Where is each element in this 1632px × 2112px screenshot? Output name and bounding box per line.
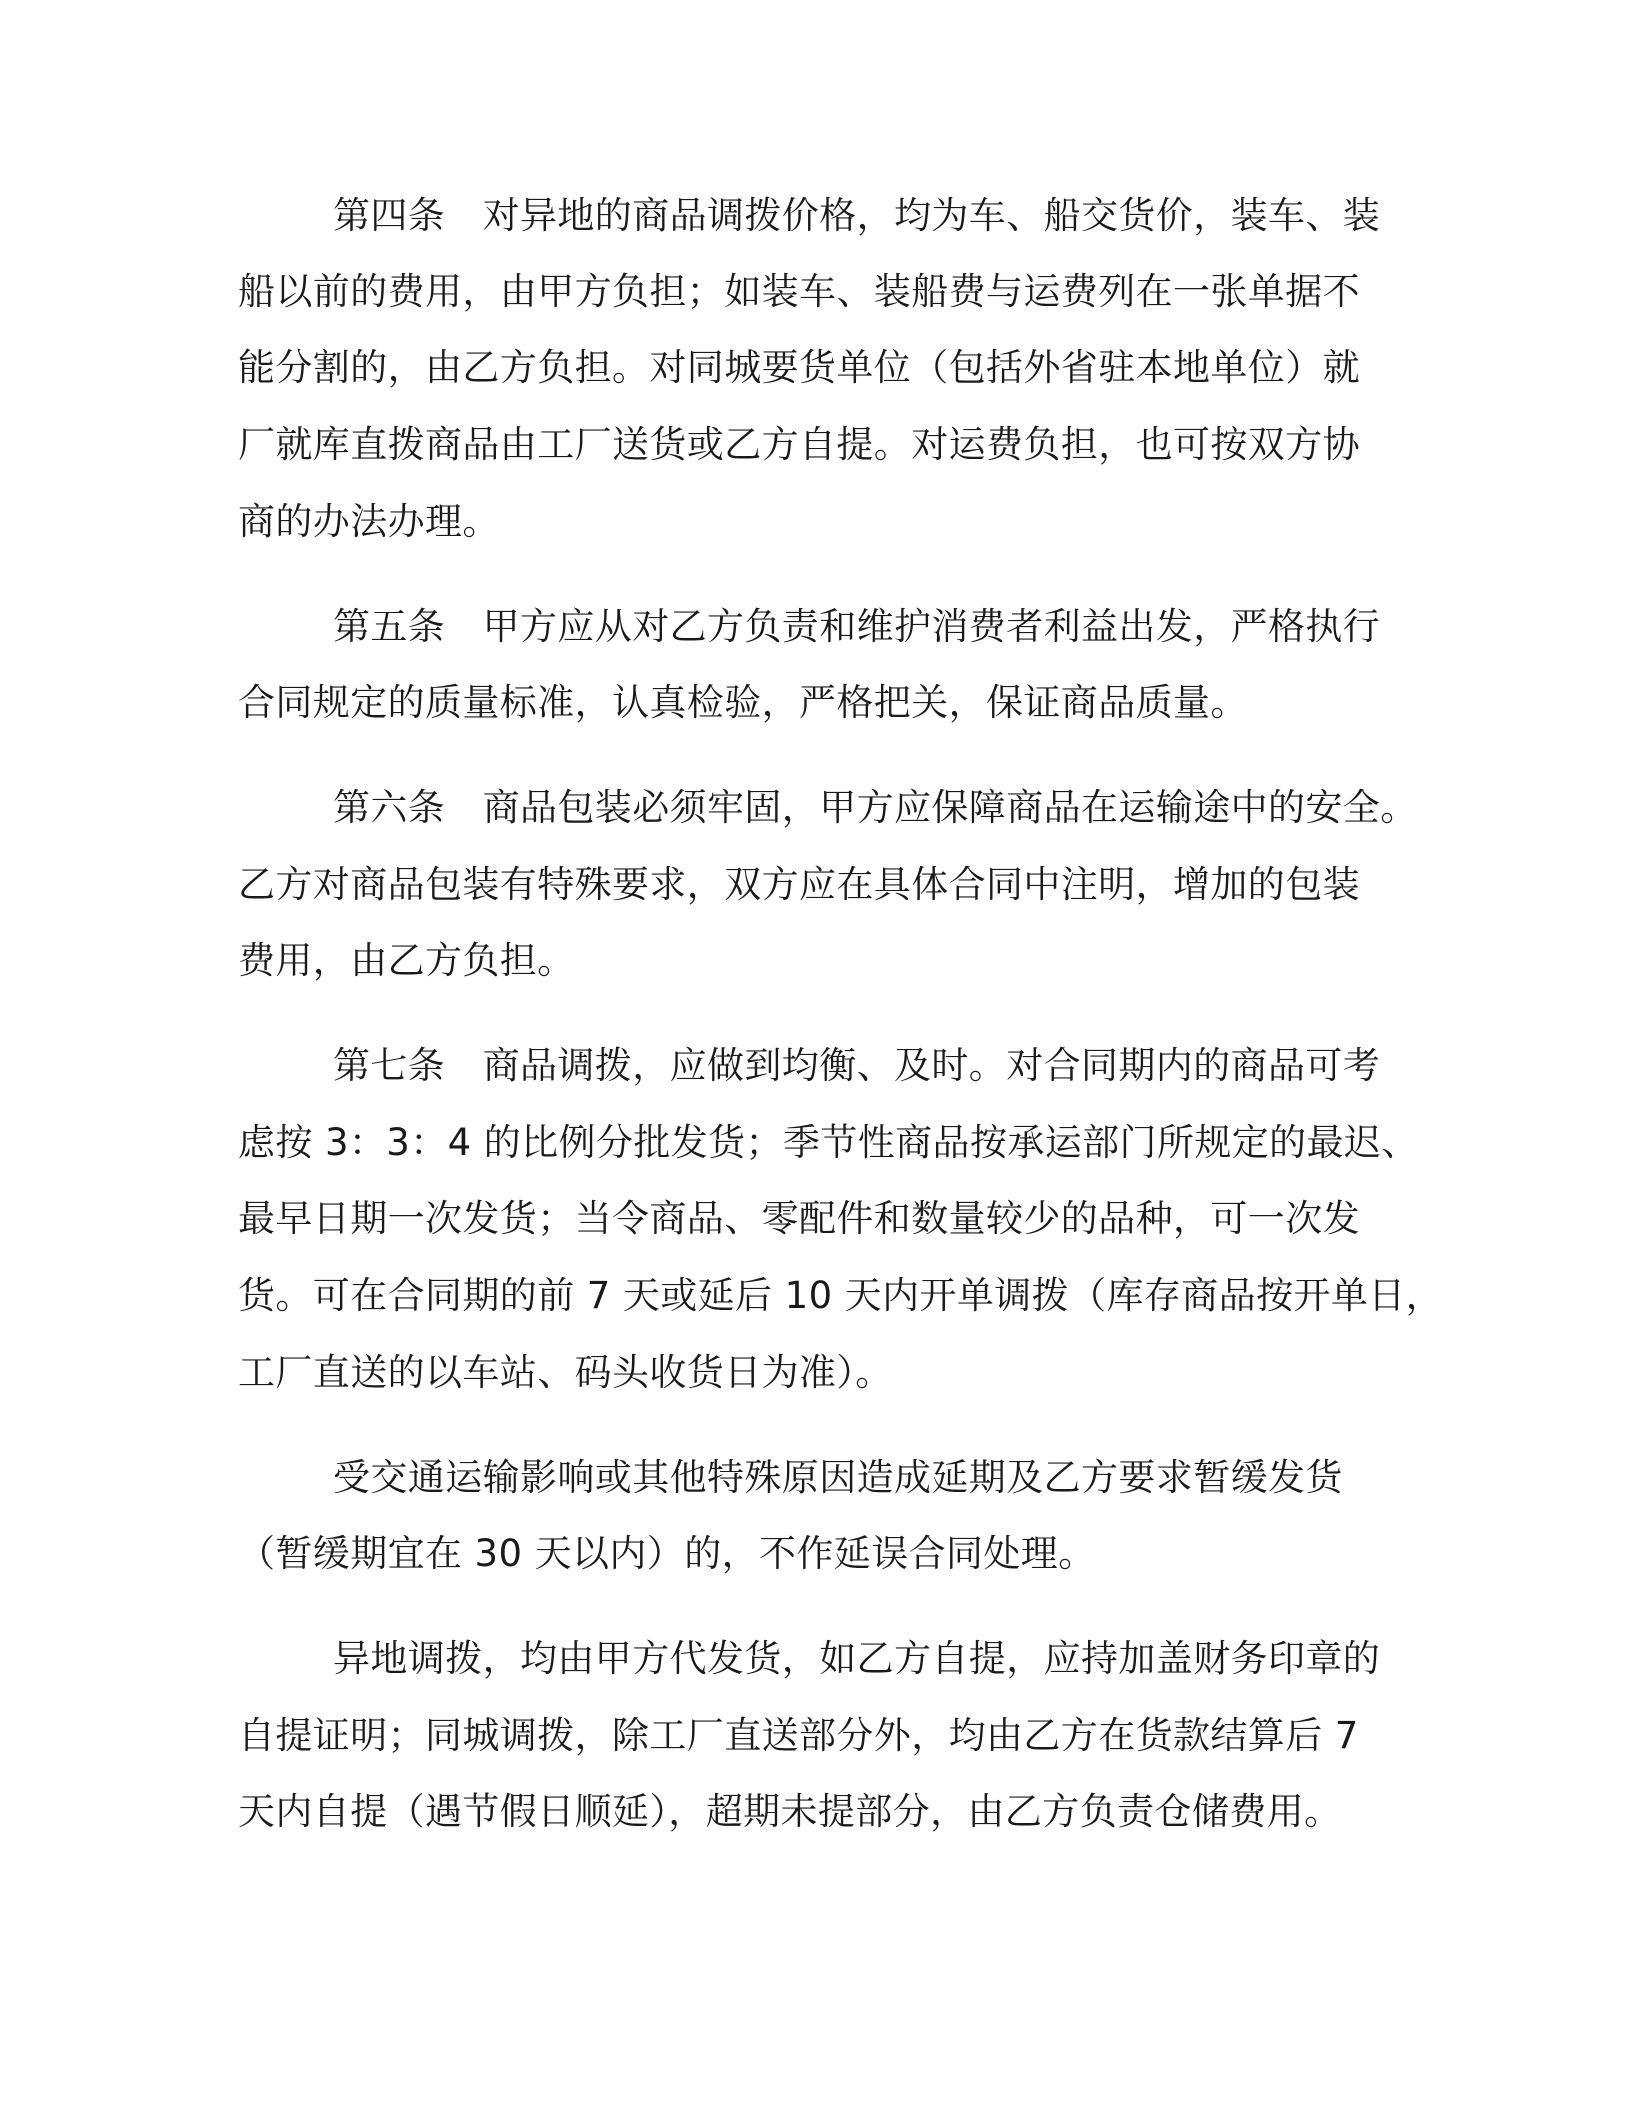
- text-line: 厂就库直拨商品由工厂送货或乙方自提。对运费负担，也可按双方协: [238, 423, 1360, 466]
- text-line: 商的办法办理。: [238, 500, 500, 543]
- text-line: 乙方对商品包装有特殊要求，双方应在具体合同中注明，增加的包装: [238, 863, 1360, 906]
- text-line: 第五条 甲方应从对乙方负责和维护消费者利益出发，严格执行: [333, 605, 1381, 648]
- text-line: 天内自提（遇节假日顺延），超期未提部分，由乙方负责仓储费用。: [238, 1790, 1342, 1833]
- text-line: 工厂直送的以车站、码头收货日为准）。: [238, 1351, 893, 1394]
- text-line: 第六条 商品包装必须牢固，甲方应保障商品在运输途中的安全。: [333, 786, 1418, 829]
- text-line: 虑按 3：3：4 的比例分批发货；季节性商品按承运部门所规定的最迟、: [238, 1121, 1419, 1164]
- text-line: 船以前的费用，由甲方负担；如装车、装船费与运费列在一张单据不: [238, 270, 1360, 313]
- text-line: （暂缓期宜在 30 天以内）的，不作延误合同处理。: [238, 1532, 1096, 1575]
- text-line: 费用，由乙方负担。: [238, 939, 575, 982]
- text-line: 最早日期一次发货；当令商品、零配件和数量较少的品种，可一次发: [238, 1197, 1360, 1240]
- text-line: 第四条 对异地的商品调拨价格，均为车、船交货价，装车、装: [333, 194, 1381, 237]
- text-line: 合同规定的质量标准，认真检验，严格把关，保证商品质量。: [238, 681, 1248, 724]
- text-line: 受交通运输影响或其他特殊原因造成延期及乙方要求暂缓发货: [333, 1456, 1343, 1499]
- text-line: 自提证明；同城调拨，除工厂直送部分外，均由乙方在货款结算后 7: [238, 1714, 1359, 1757]
- text-line: 第七条 商品调拨，应做到均衡、及时。对合同期内的商品可考: [333, 1044, 1381, 1087]
- text-line: 能分割的，由乙方负担。对同城要货单位（包括外省驻本地单位）就: [238, 346, 1360, 389]
- text-line: 异地调拨，均由甲方代发货，如乙方自提，应持加盖财务印章的: [333, 1637, 1381, 1680]
- text-line: 货。可在合同期的前 7 天或延后 10 天内开单调拨（库存商品按开单日，: [238, 1274, 1444, 1317]
